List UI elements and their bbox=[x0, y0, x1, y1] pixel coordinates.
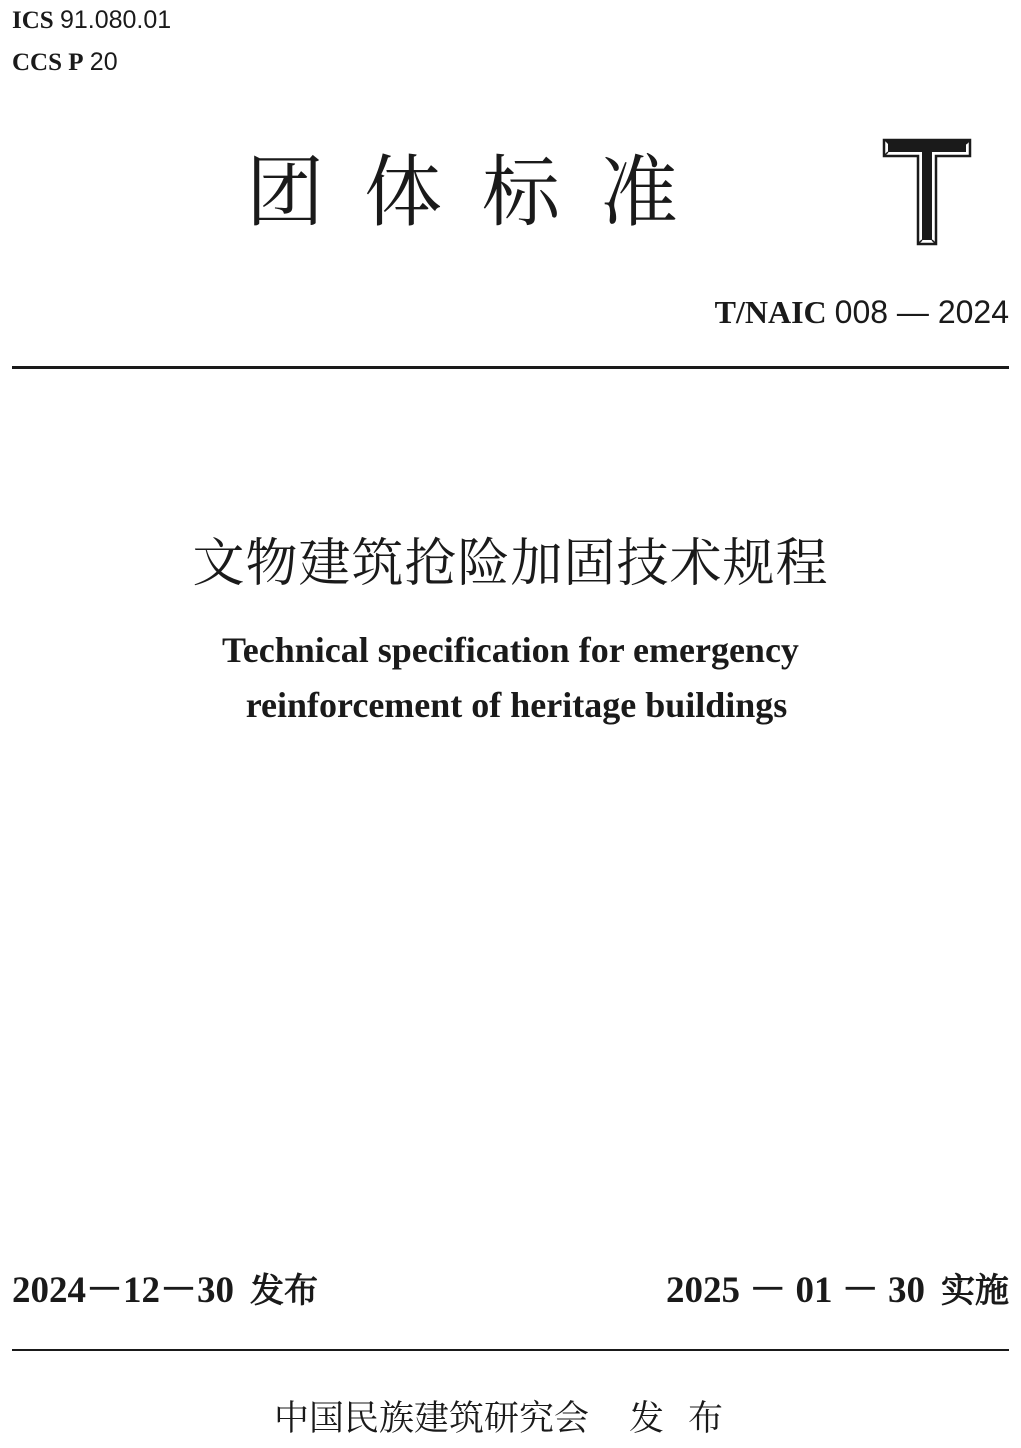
document-type-heading: 团体标准 bbox=[246, 148, 719, 238]
implementation-label: 实施 bbox=[941, 1271, 1009, 1311]
ics-label: ICS bbox=[12, 7, 54, 34]
issuer-verb: 发布 bbox=[629, 1399, 748, 1439]
organization-name: 中国民族建筑研究会 bbox=[273, 1399, 589, 1439]
ics-value: 91.080.01 bbox=[59, 6, 172, 34]
bottom-divider bbox=[12, 1349, 1009, 1351]
ccs-value: 20 bbox=[89, 48, 118, 76]
english-title-line-1: Technical specification for emergency bbox=[222, 630, 799, 670]
english-title-line-2: reinforcement of heritage buildings bbox=[245, 685, 788, 725]
chinese-title: 文物建筑抢险加固技术规程 bbox=[192, 534, 829, 594]
publish-date-value: 2024－12－30 bbox=[12, 1270, 234, 1311]
t-standard-emblem-icon bbox=[882, 136, 972, 248]
implementation-date bbox=[666, 1268, 1009, 1314]
standard-number bbox=[715, 292, 1009, 332]
ccs-code bbox=[12, 47, 118, 78]
ccs-label: CCS P bbox=[12, 49, 84, 76]
implementation-date-value: 2025 － 01 － 30 bbox=[666, 1270, 925, 1311]
standard-number-prefix: T/NAIC bbox=[714, 294, 827, 330]
top-divider bbox=[12, 366, 1009, 369]
publish-date bbox=[12, 1268, 318, 1314]
issuing-organization bbox=[0, 1396, 1021, 1442]
ics-code bbox=[12, 5, 171, 36]
standard-number-value: 008 — 2024 bbox=[834, 294, 1009, 330]
publish-label: 发布 bbox=[250, 1271, 318, 1311]
